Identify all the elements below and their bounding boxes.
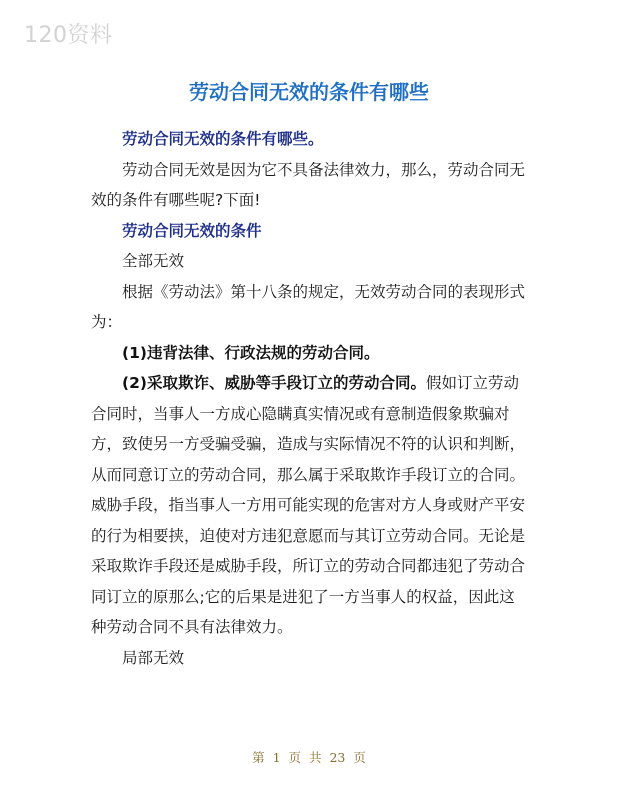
section-heading-conditions: 劳动合同无效的条件: [122, 221, 262, 240]
subheading-partial-invalid: 局部无效: [122, 648, 185, 667]
subheading-full-invalid: 全部无效: [122, 252, 185, 270]
list-item-2: [91, 368, 529, 643]
list-item-2-text: 假如订立劳动合同时，当事人一方成心隐瞒真实情况或有意制造假象欺骗对方，致使另一方受骗受骗，造成与实际情况不符的认识和判断，从而同意订立的劳动合同，那么属于采取欺诈手段订立的合同。威胁手段，指当事人一方用可能实现的危害对方人身或财产平安的行为相要挟，迫使对方违犯意愿而与其订立劳动合同。无论是采取欺诈手段还是威胁手段，所订立的劳动合同都违犯了劳动合同订立的原那么;它的后果是进犯了一方当事人的权益，因此这种劳动合同不具有法律效力。: [91, 374, 526, 636]
section-heading-intro: 劳动合同无效的条件有哪些。: [122, 130, 324, 148]
watermark-logo: 120资料: [24, 23, 113, 48]
page-footer: 第 1 页 共 23 页: [252, 750, 366, 765]
list-item-2-title: (2)采取欺诈、威胁等手段订立的劳动合同。: [122, 374, 426, 392]
document-title: 劳动合同无效的条件有哪些: [189, 80, 429, 104]
paragraph-intro: 劳动合同无效是因为它不具备法律效力，那么，劳动合同无效的条件有哪些呢?下面!: [91, 160, 526, 209]
list-item-1: (1)违背法律、行政法规的劳动合同。: [122, 343, 380, 362]
paragraph-law-article: 根据《劳动法》第十八条的规定，无效劳动合同的表现形式为：: [91, 282, 526, 331]
document-body: [91, 124, 529, 673]
